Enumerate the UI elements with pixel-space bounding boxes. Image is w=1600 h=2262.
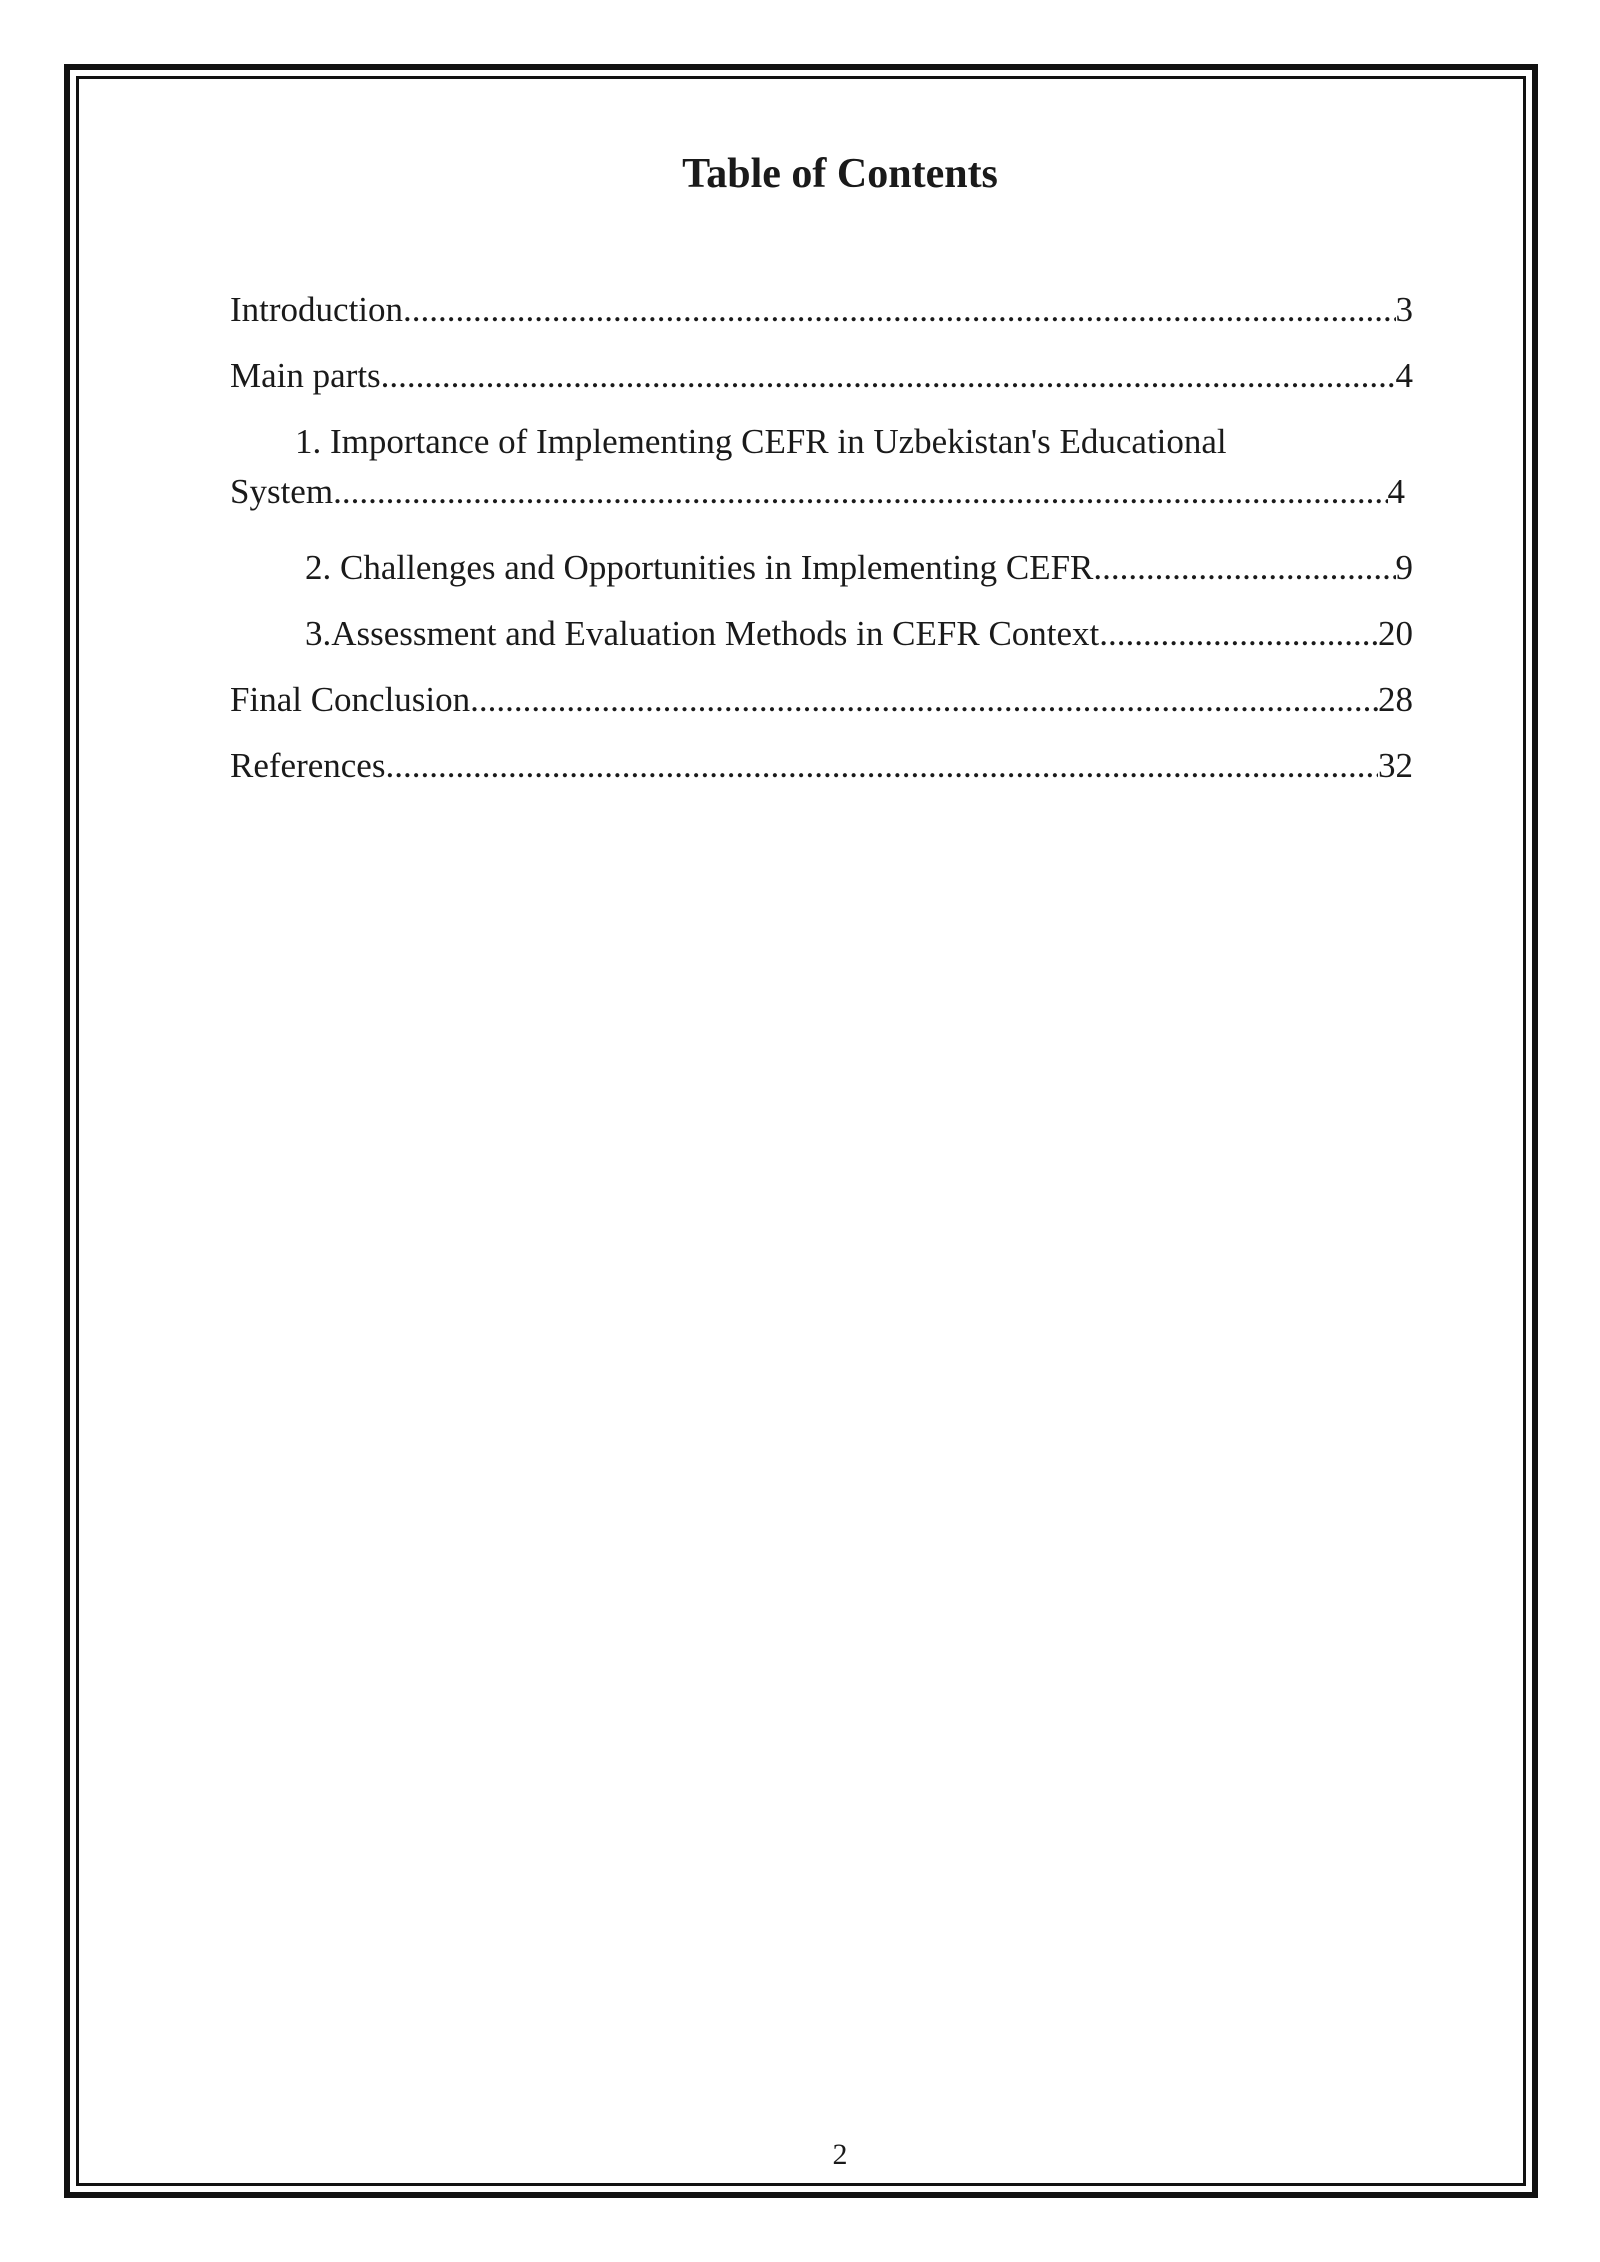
toc-entry-main-parts[interactable]	[230, 356, 1413, 396]
dot-leader	[1099, 614, 1378, 654]
page-number: 2	[832, 2138, 848, 2171]
toc-entry-final-conclusion[interactable]	[230, 680, 1413, 720]
toc-entry-page: 20	[1378, 614, 1413, 653]
toc-entry-label: Introduction	[230, 290, 404, 329]
dot-leader	[333, 467, 1387, 517]
toc-entry-challenges[interactable]	[230, 548, 1413, 588]
toc-entry-label: References	[230, 746, 386, 785]
toc-entry-label: 2. Challenges and Opportunities in Implementing CEFR	[305, 548, 1094, 587]
dot-leader	[381, 356, 1396, 396]
page-title: Table of Contents	[682, 151, 998, 197]
toc-entry-references[interactable]	[230, 746, 1413, 786]
toc-entry-page: 3	[1395, 290, 1413, 329]
toc-entry-label: 1. Importance of Implementing CEFR in Uzbekistan's Educational	[295, 422, 1227, 461]
dot-leader	[470, 680, 1378, 720]
toc-entry-page: 9	[1395, 548, 1413, 587]
toc-entry-label: Final Conclusion	[230, 680, 471, 719]
dot-leader	[403, 290, 1395, 330]
toc-entry-label-continued: System	[230, 472, 334, 511]
toc-entry-label: Main parts	[230, 356, 381, 395]
toc-entry-label: 3.Assessment and Evaluation Methods in CEFR Context	[305, 614, 1100, 653]
toc-entry-page: 4	[1395, 356, 1413, 395]
toc-entry-assessment[interactable]	[230, 614, 1413, 654]
dot-leader	[1093, 548, 1395, 588]
toc-entry-page: 32	[1378, 746, 1413, 785]
toc-entry-page: 28	[1378, 680, 1413, 719]
toc-entry-importance-cefr[interactable]	[230, 417, 1413, 517]
toc-entry-introduction[interactable]	[230, 290, 1413, 330]
dot-leader	[385, 746, 1378, 786]
toc-entry-page: 4	[1387, 472, 1405, 511]
